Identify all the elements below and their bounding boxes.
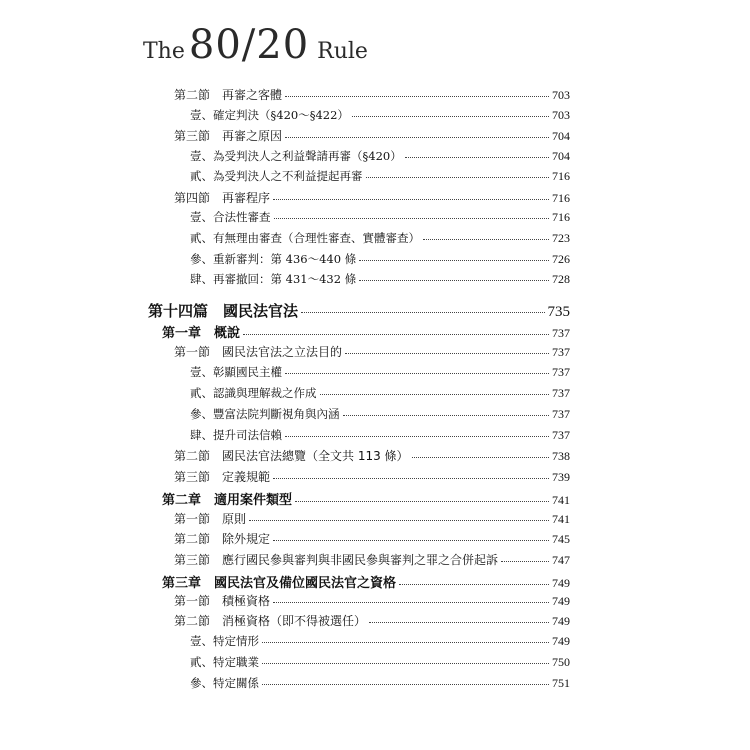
dot-leader xyxy=(343,407,550,419)
toc-entry-label: 壹、合法性審查 xyxy=(190,210,271,224)
dot-leader xyxy=(359,272,549,284)
toc-entry-page-number: 716 xyxy=(552,210,570,224)
toc-entry-label: 第三章 國民法官及備位國民法官之資格 xyxy=(162,576,397,591)
toc-entry-page-number: 703 xyxy=(552,108,570,122)
dot-leader xyxy=(366,169,550,181)
toc-entry-page-number: 723 xyxy=(552,231,570,245)
toc-entry-item xyxy=(190,209,570,225)
dot-leader xyxy=(285,428,549,440)
toc-entry-item xyxy=(190,251,570,267)
toc-entry-item xyxy=(190,654,570,670)
toc-entry-section xyxy=(174,86,570,103)
toc-entry-label: 第一節 原則 xyxy=(174,512,247,526)
toc-entry-page-number: 735 xyxy=(547,304,570,320)
toc-entry-label: 第十四篇 國民法官法 xyxy=(148,302,299,320)
dot-leader xyxy=(399,574,549,587)
toc-entry-label: 第四節 再審程序 xyxy=(174,191,271,205)
toc-entry-label: 貳、有無理由審查（合理性審查、實體審查） xyxy=(190,231,420,245)
toc-entry-chapter xyxy=(162,322,570,341)
toc-entry-item xyxy=(190,107,570,123)
dot-leader xyxy=(369,613,549,625)
toc-entry-label: 第一節 積極資格 xyxy=(174,594,271,608)
toc-entry-item xyxy=(190,406,570,422)
toc-entry-label: 壹、特定情形 xyxy=(190,634,259,648)
dot-leader xyxy=(501,552,549,564)
toc-entry-page-number: 749 xyxy=(552,594,570,608)
toc-entry-label: 第一節 國民法官法之立法目的 xyxy=(174,345,343,359)
logo-the-text: The xyxy=(143,39,185,64)
toc-entry-label: 參、重新審判：第 436～440 條 xyxy=(190,252,357,266)
toc-entry-label: 第二節 消極資格（即不得被選任） xyxy=(174,614,367,628)
logo-number-text: 80/20 xyxy=(188,22,310,68)
toc-entry-page-number: 738 xyxy=(552,449,570,463)
toc-entry-page-number: 737 xyxy=(552,345,570,359)
dot-leader xyxy=(285,365,549,377)
toc-entry-label: 第二節 再審之客體 xyxy=(174,88,283,102)
toc-entry-page-number: 747 xyxy=(552,553,570,567)
toc-entry-page-number: 749 xyxy=(552,576,570,590)
toc-entry-page-number: 741 xyxy=(552,493,570,507)
toc-entry-label: 第三節 定義規範 xyxy=(174,470,271,484)
toc-entry-chapter xyxy=(162,489,570,508)
toc-entry-item xyxy=(190,633,570,649)
toc-entry-label: 參、特定關係 xyxy=(190,676,259,690)
dot-leader xyxy=(273,593,549,605)
toc-entry-label: 第一章 概說 xyxy=(162,326,241,341)
toc-entry-label: 貳、特定職業 xyxy=(190,655,259,669)
toc-entry-page-number: 745 xyxy=(552,532,570,546)
dot-leader xyxy=(359,252,549,264)
toc-entry-section xyxy=(174,551,570,568)
toc-entry-section xyxy=(174,612,570,629)
toc-entry-section xyxy=(174,592,570,609)
toc-entry-page-number: 749 xyxy=(552,614,570,628)
toc-entry-page-number: 739 xyxy=(552,470,570,484)
dot-leader xyxy=(285,128,549,140)
dot-leader xyxy=(285,87,549,99)
toc-entry-label: 肆、再審撤回：第 431～432 條 xyxy=(190,272,357,286)
toc-entry-page-number: 737 xyxy=(552,386,570,400)
dot-leader xyxy=(405,149,549,161)
toc-entry-page-number: 703 xyxy=(552,88,570,102)
toc-entry-item xyxy=(190,230,570,246)
toc-entry-item xyxy=(190,427,570,443)
toc-entry-page-number: 741 xyxy=(552,512,570,526)
toc-entry-label: 貳、為受判決人之不利益提起再審 xyxy=(190,169,363,183)
toc-entry-label: 參、豐富法院判斷視角與內涵 xyxy=(190,407,340,421)
toc-entry-page-number: 716 xyxy=(552,169,570,183)
toc-entry-page-number: 737 xyxy=(552,365,570,379)
toc-entry-page-number: 704 xyxy=(552,149,570,163)
toc-entry-item xyxy=(190,148,570,164)
toc-entry-label: 壹、確定判決（§420～§422） xyxy=(190,108,349,122)
toc-entry-label: 第二節 除外規定 xyxy=(174,532,271,546)
dot-leader xyxy=(273,190,549,202)
dot-leader xyxy=(301,301,544,316)
dot-leader xyxy=(243,324,549,337)
toc-entry-label: 第三節 應行國民參與審判與非國民參與審判之罪之合併起訴 xyxy=(174,553,499,567)
toc-entry-section xyxy=(174,447,570,464)
toc-entry-page-number: 751 xyxy=(552,676,570,690)
toc-entry-page-number: 728 xyxy=(552,272,570,286)
toc-entry-section xyxy=(174,468,570,485)
dot-leader xyxy=(352,108,549,120)
toc-entry-label: 第二節 國民法官法總覽（全文共 113 條） xyxy=(174,449,409,463)
toc-entry-label: 貳、認識與理解裁之作成 xyxy=(190,386,317,400)
toc-entry-label: 壹、彰顯國民主權 xyxy=(190,365,282,379)
toc-entry-page-number: 750 xyxy=(552,655,570,669)
toc-entry-item xyxy=(190,364,570,380)
toc-entry-page-number: 716 xyxy=(552,191,570,205)
toc-entry-label: 壹、為受判決人之利益聲請再審（§420） xyxy=(190,149,402,163)
toc-entry-page-number: 704 xyxy=(552,129,570,143)
toc-entry-section xyxy=(174,510,570,527)
dot-leader xyxy=(295,491,549,504)
dot-leader xyxy=(345,344,549,356)
toc-entry-page-number: 726 xyxy=(552,252,570,266)
toc-entry-label: 第二章 適用案件類型 xyxy=(162,493,293,508)
dot-leader xyxy=(273,469,549,481)
dot-leader xyxy=(423,231,549,243)
dot-leader xyxy=(274,210,550,222)
toc-entry-item xyxy=(190,385,570,401)
logo-rule-text: Rule xyxy=(317,39,368,64)
toc-entry-item xyxy=(190,168,570,184)
toc-entry-section xyxy=(174,189,570,206)
toc-entry-page-number: 737 xyxy=(552,428,570,442)
toc-entry-section xyxy=(174,530,570,547)
toc-entry-item xyxy=(190,271,570,287)
toc-entry-page-number: 737 xyxy=(552,326,570,340)
dot-leader xyxy=(262,634,549,646)
toc-entry-label: 肆、提升司法信賴 xyxy=(190,428,282,442)
toc-entry-label: 第三節 再審之原因 xyxy=(174,129,283,143)
toc-entry-section xyxy=(174,343,570,360)
dot-leader xyxy=(262,655,549,667)
toc-entry-chapter xyxy=(162,572,570,591)
dot-leader xyxy=(262,676,549,688)
dot-leader xyxy=(249,511,549,523)
dot-leader xyxy=(412,448,549,460)
dot-leader xyxy=(273,531,549,543)
dot-leader xyxy=(320,386,550,398)
toc-entry-part xyxy=(148,300,570,321)
toc-entry-item xyxy=(190,675,570,691)
toc-entry-page-number: 749 xyxy=(552,634,570,648)
toc-entry-section xyxy=(174,127,570,144)
toc-entry-page-number: 737 xyxy=(552,407,570,421)
